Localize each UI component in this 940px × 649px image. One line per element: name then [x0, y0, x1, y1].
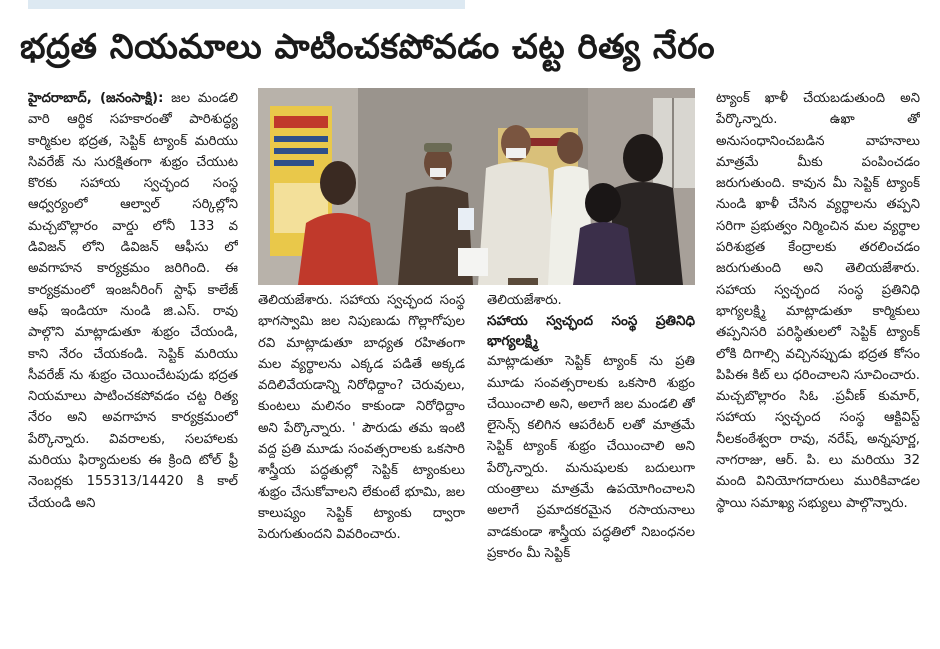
event-photo — [258, 88, 695, 285]
column-3-subhead: సహాయ స్వచ్ఛంద సంస్థ ప్రతినిధి భాగ్యలక్ష్మి — [487, 313, 695, 350]
article-column-1 — [28, 88, 238, 640]
column-3-body: మాట్లాడుతూ సెప్టిక్ ట్యాంక్ ను ప్రతి మూడు సంవత్సరాలకు ఒకసారి శుభ్రం చేయించాలి అని, అలాగే జల మండలి తో లైసెన్స్ కలిగిన ఆపరేటర్ లతో మాత్రమే సెప్టిక్ ట్యాంక్ శుభ్రం చేయించాలి అని పేర్కొన్నారు. మనుషులకు బదులుగా యంత్రాలు మాత్రమే ఉపయోగించాలని అలాగే ప్రమాదకరమైన రసాయనాలు వాడకుండా శాస్త్రీయ పద్ధతిలో నిబంధనల ప్రకారం మీ సెప్టిక్ — [487, 354, 695, 561]
column-2-body: తెలియజేశారు. సహాయ స్వచ్ఛంద సంస్థ భాగస్వామి జల నిపుణుడు గొల్లాగోపుల రవి మాట్లాడుతూ బాధ్యత రహితంగా మల వ్యర్థాలను ఎక్కడ పడితే అక్కడ వదిలివేయడాన్ని నిరోధిద్దాం? చెరువులు, కుంటలు మలినం కాకుండా నిరోధిద్దాం అని పేర్కొన్నారు. ' పౌరుడు తమ ఇంటి వద్ద ప్రతి మూడు సంవత్సరాలకు ఒకసారి శాస్త్రీయ పద్ధతుల్లో సెప్టిక్ ట్యాంకులు శుభ్రం చేసుకోవాలని లేకుంటే భూమి, జల కాలుష్యం సెప్టిక్ ట్యాంకు ద్వారా పెరుగుతుందని వివరించారు. — [258, 293, 465, 543]
article-column-2 — [258, 290, 465, 640]
column-1-body: జల మండలి వారి ఆర్థిక సహకారంతో పారిశుద్ధ్య కార్మికుల భద్రత, సెప్టిక్ ట్యాంక్ మరియు సివరేజ్ ను సురక్షితంగా శుభ్రం చేయుట కొరకు సహాయ స్వచ్ఛంద సంస్థ ఆధ్వర్యంలో ఆల్వాల్ సర్కిల్లోని మచ్చబొల్లారం వార్డు లోనీ 133 వ డివిజన్ లోని డివిజన్ ఆఫీసు లో అవగాహన కార్యక్రమం జరిగింది. ఈ కార్యక్రమంలో ఇంజనీరింగ్ స్టాఫ్ కాలేజ్ ఆఫ్ ఇండియా నుండి జి.ఎస్. రావు పాల్గొని మాట్లాడుతూ శుభ్రం చేయండి, కాని నేరం చేయకండి. సెప్టిక్ మరియు సీవరేజ్ ను శుభ్రం చెయించేటపుడు భద్రత నియమాలు పాటించకపోవడం చట్ట రిత్య నేరం అని అవగాహన కార్యక్రమంలో పేర్కొన్నారు. వివరాలకు, సలహాలకు మరియు ఫిర్యాదులకు ఈ క్రింది టోల్ ఫ్రీ నెంబర్లకు 155313/14420 కి కాల్ చేయండి అని — [28, 91, 238, 511]
column-3-lead: తెలియజేశారు. — [487, 293, 562, 308]
dateline: హైదరాబాద్, (జనంసాక్షి): — [28, 91, 164, 106]
article-column-3 — [487, 290, 695, 640]
headline: భద్రత నియమాలు పాటించకపోవడం చట్ట రిత్య నేరం — [20, 27, 716, 67]
article-column-4 — [716, 88, 920, 640]
event-photo-illustration — [258, 88, 695, 285]
top-color-strip — [28, 0, 465, 9]
column-4-body: ట్యాంక్ ఖాళీ చేయబడుతుంది అని పేర్కొన్నారు. ఉఖా తో అనుసంధానించబడిన వాహనాలు మాత్రమే మీకు పంపించడం జరుగుతుంది. కావున మీ సెప్టిక్ ట్యాంక్ నుండి ఖాళీ చేసిన వ్యర్థాలను తప్పని సరిగా ప్రభుత్వం నిర్మించిన మల వ్యర్థాల పరిశుభ్రత కేంద్రాలకు తరలించడం జరుగుతుంది అని తెలియజేశారు. సహాయ స్వచ్ఛంద సంస్థ ప్రతినిధి భాగ్యలక్ష్మి మాట్లాడుతూ కార్మికులు తప్పనిసరి పరిస్థితులలో సెప్టిక్ ట్యాంక్ లోకి దిగాల్సి వచ్చినప్పుడు భద్రత కోసం పిపిఈ కిట్ లు ధరించాలని సూచించారు. మచ్చబొల్లారం సిఓ .ప్రవీణ్ కుమార్, సహాయ స్వచ్ఛంద సంస్థ ఆక్టివిస్ట్ నీలకంఠేశ్వరా రావు, నరేష్, అన్నపూర్ణ, నాగరాజు, ఆర్. పి. లు మరియు 32 మంది వినియోగదారులు మురికివాడల స్థాయి సమాఖ్య సభ్యులు పాల్గొన్నారు. — [716, 91, 920, 511]
